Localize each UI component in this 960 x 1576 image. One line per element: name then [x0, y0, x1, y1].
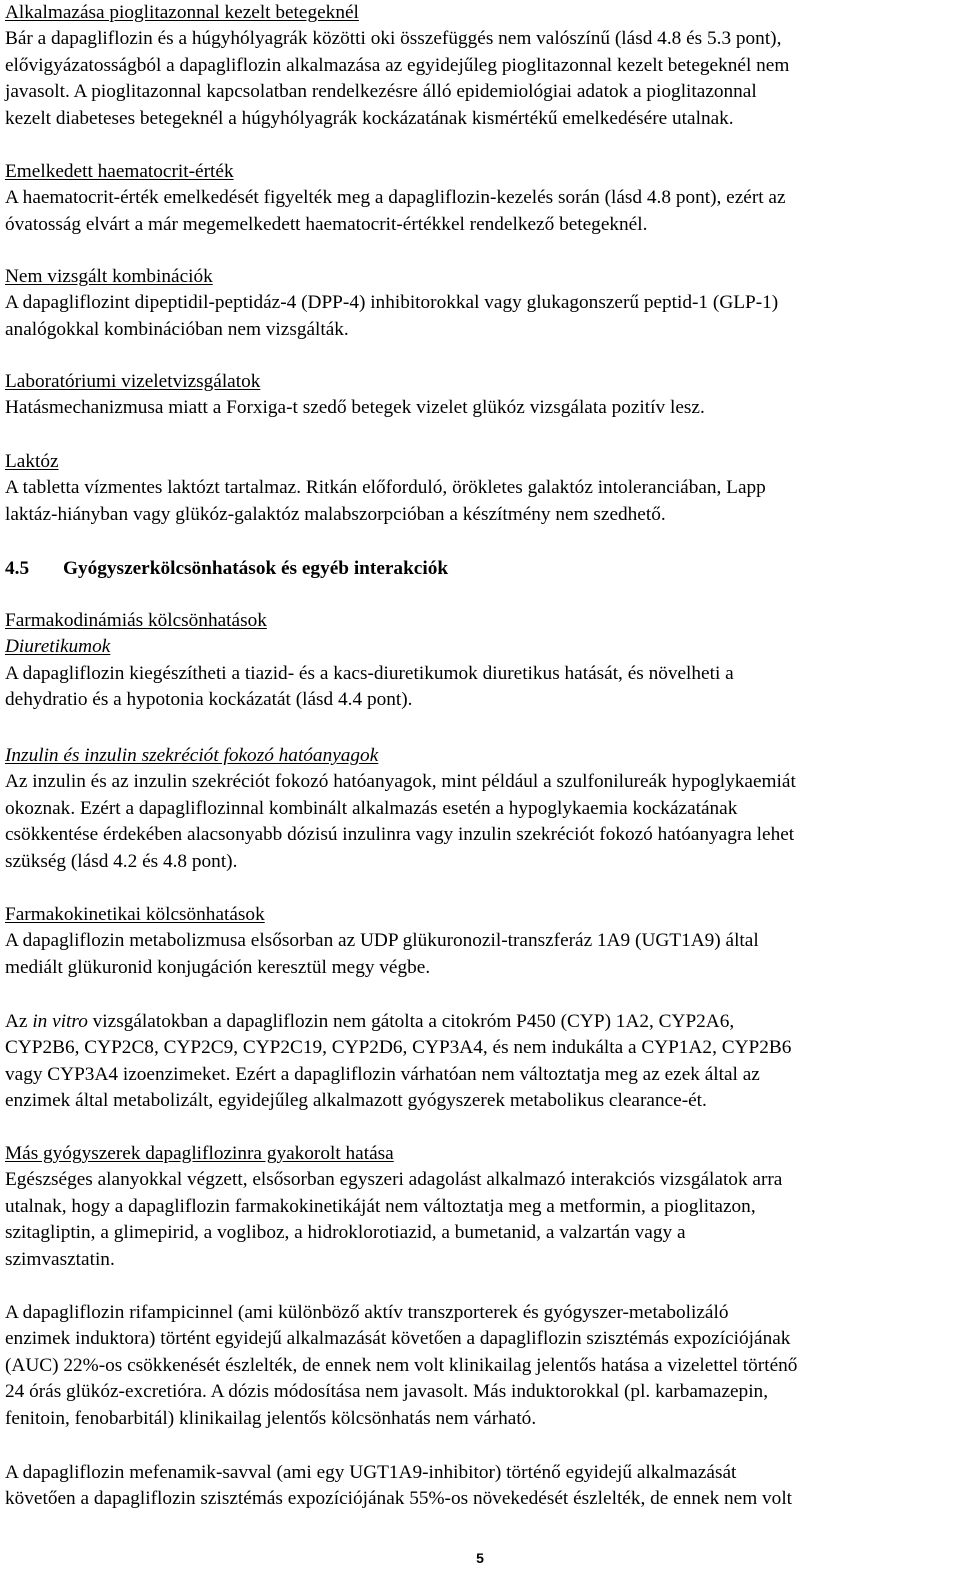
section-heading: Más gyógyszerek dapagliflozinra gyakorolt hatása	[5, 1143, 394, 1164]
section-heading: Emelkedett haematocrit-érték	[5, 161, 234, 182]
paragraph-line: fenitoin, fenobarbitál) klinikailag jelentős kölcsönhatás nem várható.	[5, 1407, 537, 1429]
paragraph-line: Bár a dapagliflozin és a húgyhólyagrák közötti oki összefüggés nem valószínű (lásd 4.8 és 5.3 pont),	[5, 28, 782, 50]
paragraph-line: kezelt diabeteses betegeknél a húgyhólyagrák kockázatának kismértékű emelkedésére utalnak.	[5, 107, 734, 129]
paragraph-line: Egészséges alanyokkal végzett, elsősorban egyszeri adagolást alkalmazó interakciós vizsgálatok arra	[5, 1169, 783, 1191]
paragraph-line: (AUC) 22%-os csökkenését észlelték, de ennek nem volt klinikailag jelentős hatása a vizelettel történő	[5, 1354, 798, 1376]
paragraph-line: javasolt. A pioglitazonnal kapcsolatban rendelkezésre álló epidemiológiai adatok a pioglitazonnal	[5, 81, 757, 103]
paragraph-line: dehydratio és a hypotonia kockázatát (lásd 4.4 pont).	[5, 689, 413, 711]
section-insulin	[5, 743, 955, 875]
paragraph-line: mediált glükuronid konjugáción keresztül megy végbe.	[5, 956, 431, 978]
paragraph-line: Hatásmechanizmusa miatt a Forxiga-t szedő betegek vizelet glükóz vizsgálata pozitív lesz.	[5, 397, 705, 419]
section-heading: Nem vizsgált kombinációk	[5, 266, 213, 287]
paragraph-line	[5, 1009, 955, 1035]
paragraph-line: szimvasztatin.	[5, 1248, 115, 1270]
text-span: Az	[5, 1011, 33, 1032]
paragraph-line: óvatosság elvárt a már megemelkedett haematocrit-értékkel rendelkező betegeknél.	[5, 213, 648, 235]
section-rifampicin	[5, 1300, 955, 1432]
section-subheading: Inzulin és inzulin szekréciót fokozó hatóanyagok	[5, 745, 379, 766]
paragraph-line: szitagliptin, a glimepirid, a vogliboz, a hidroklorotiazid, a bumetanid, a valzartán vagy a	[5, 1222, 686, 1244]
section-untested-combinations	[5, 264, 955, 343]
paragraph-line: CYP2B6, CYP2C8, CYP2C9, CYP2C19, CYP2D6, CYP3A4, és nem indukálta a CYP1A2, CYP2B6	[5, 1037, 792, 1059]
paragraph-line: A dapagliflozin kiegészítheti a tiazid- és a kacs-diuretikumok diuretikus hatását, és növelheti a	[5, 662, 734, 684]
chapter-title: Gyógyszerkölcsönhatások és egyéb interakciók	[63, 558, 449, 579]
section-mefenamic-acid	[5, 1460, 955, 1513]
paragraph-line: okoznak. Ezért a dapagliflozinnal kombinált alkalmazás esetén a hypoglykaemia kockázatának	[5, 797, 738, 819]
text-span: vizsgálatokban a dapagliflozin nem gátolta a citokróm P450 (CYP) 1A2, CYP2A6,	[87, 1011, 735, 1032]
paragraph-line: követően a dapagliflozin szisztémás expozíciójának 55%-os növekedését észlelték, de ennek nem volt	[5, 1488, 793, 1510]
section-subheading: Diuretikumok	[5, 636, 111, 658]
section-heading: Alkalmazása pioglitazonnal kezelt betegeknél	[5, 2, 359, 23]
section-heading: Laboratóriumi vizeletvizsgálatok	[5, 371, 261, 392]
paragraph-line: szükség (lásd 4.2 és 4.8 pont).	[5, 850, 238, 872]
section-heading: Laktóz	[5, 451, 59, 472]
paragraph-line: A dapagliflozin rifampicinnel (ami különböző aktív transzporterek és gyógyszer-metabolizáló	[5, 1302, 729, 1323]
paragraph-line: utalnak, hogy a dapagliflozin farmakokinetikáját nem változtatja meg a metformin, a pioglitazon,	[5, 1195, 756, 1217]
paragraph-line: vagy CYP3A4 izoenzimeket. Ezért a dapagliflozin várhatóan nem változtatja meg az ezek által az	[5, 1063, 760, 1085]
section-lab-tests	[5, 369, 955, 422]
section-pioglitazone	[5, 0, 955, 132]
paragraph-line: A haematocrit-érték emelkedését figyelték meg a dapagliflozin-kezelés során (lásd 4.8 pont), ezért az	[5, 187, 786, 209]
section-pharmacokinetic	[5, 902, 955, 981]
chapter-heading	[5, 556, 955, 582]
paragraph-line: enzimek által metabolizált, egyidejűleg alkalmazott gyógyszerek metabolikus clearance-ét.	[5, 1090, 707, 1112]
section-heading: Farmakokinetikai kölcsönhatások	[5, 904, 265, 925]
paragraph-line: laktáz-hiányban vagy glükóz-galaktóz malabszorpcióban a készítmény nem szedhető.	[5, 503, 666, 525]
paragraph-line: A tabletta vízmentes laktózt tartalmaz. Ritkán előforduló, örökletes galaktóz intoleranciában, Lapp	[5, 477, 766, 499]
section-lactose	[5, 449, 955, 528]
section-in-vitro	[5, 1009, 955, 1115]
italic-term: in vitro	[32, 1011, 88, 1032]
section-heading: Farmakodinámiás kölcsönhatások	[5, 610, 267, 631]
paragraph-line: A dapagliflozin mefenamik-savval (ami egy UGT1A9-inhibitor) történő egyidejű alkalmazását	[5, 1462, 737, 1483]
chapter-number: 4.5	[5, 558, 30, 579]
paragraph-line: enzimek induktora) történt egyidejű alkalmazását követően a dapagliflozin szisztémás expozíciójának	[5, 1328, 791, 1350]
page-number: 5	[476, 1550, 484, 1566]
paragraph-line: Az inzulin és az inzulin szekréciót fokozó hatóanyagok, mint például a szulfonilureák hypoglykaemiát	[5, 771, 796, 793]
paragraph-line: A dapagliflozint dipeptidil-peptidáz-4 (DPP-4) inhibitorokkal vagy glukagonszerű peptid-1 (GLP-1)	[5, 292, 779, 314]
paragraph-line: A dapagliflozin metabolizmusa elsősorban az UDP glükuronozil-transzferáz 1A9 (UGT1A9) által	[5, 930, 759, 952]
section-other-drugs	[5, 1141, 955, 1273]
section-haematocrit	[5, 159, 955, 238]
paragraph-line: 24 órás glükóz-excretióra. A dózis módosítása nem javasolt. Más induktorokkal (pl. karbamazepin,	[5, 1381, 769, 1403]
paragraph-line: analógokkal kombinációban nem vizsgálták.	[5, 318, 349, 340]
section-pharmacodynamic	[5, 608, 955, 714]
paragraph-line: csökkentése érdekében alacsonyabb dózisú inzulinra vagy inzulin szekréciót fokozó hatóanyagra lehet	[5, 824, 795, 846]
paragraph-line: elővigyázatosságból a dapagliflozin alkalmazása az egyidejűleg pioglitazonnal kezelt betegeknél nem	[5, 54, 790, 76]
